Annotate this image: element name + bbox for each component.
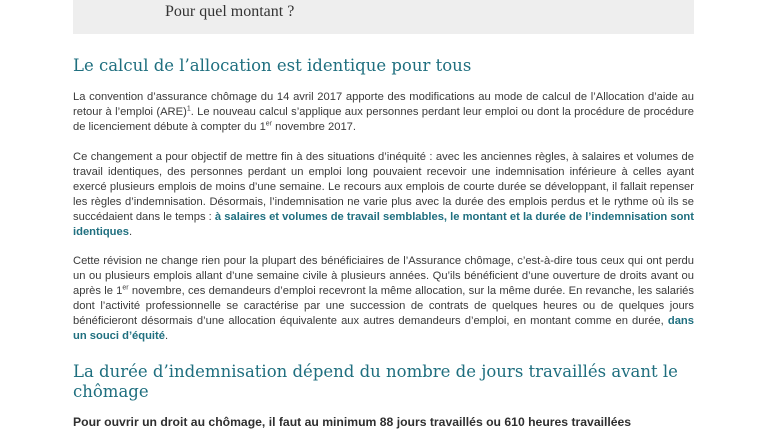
ordinal-superscript-2: er [122,284,129,292]
paragraph-convention-text-2: . Le nouveau calcul s’applique aux personnes perdant leur emploi ou dont la procédure de procédure de licenciement débute à compter du 1 [73,106,695,133]
paragraph-revision [73,254,694,344]
question-text: Pour quel montant ? [165,3,295,20]
paragraph-revision-text-2: novembre, ces demandeurs d’emploi recevront la même allocation, sur la même durée. En revanche, les salariés dont l’activité professionnelle se caractérise par une succession de contrats de quelques heures ou de quelques jours bénéficieront désormais d’une allocation équivalente aux autres demandeurs d’emploi, en montant comme en durée, [73,285,694,327]
footnote-marker: 1 [186,105,191,113]
bold-requirement-line: Pour ouvrir un droit au chômage, il faut au minimum 88 jours travaillés ou 610 heures travaillées [73,415,632,429]
paragraph-convention-text-3: novembre 2017. [272,121,356,133]
paragraph-revision-end: . [165,330,169,342]
paragraph-revision-text-1: Cette révision ne change rien pour la plupart des bénéficiaires de l’Assurance chômage, c’est-à-dire tous ceux qui ont perdu un ou plusieurs emplois allant d’une semaine civile à plusieurs années. Qu’ils bénéficient d’une ouverture de droits avant ou après le 1 [73,255,694,297]
ordinal-superscript: er [265,120,273,128]
paragraph-convention [73,90,694,135]
section-heading-duree: La durée d’indemnisation dépend du nombre de jours travaillés avant le chômage [73,362,678,401]
section-heading-calcul: Le calcul de l’allocation est identique pour tous [73,56,472,75]
question-box [73,0,694,34]
paragraph-objectif-end: . [128,226,133,238]
paragraph-objectif [73,150,694,240]
paragraph-convention-text-1: La convention d’assurance chômage du 14 avril 2017 apporte des modifications au mode de calcul de l’Allocation d’aide au retour à l’emploi (ARE) [73,91,694,118]
paragraph-objectif-text: Ce changement a pour objectif de mettre fin à des situations d’inéquité : avec les anciennes règles, à salaires et volumes de travail identiques, des personnes perdant un emploi long pouvaient recevoir une indemnisation inférieure à celles ayant exercé plusieurs emplois de moins d’une semaine. Le recours aux emplois de courte durée se développant, il fallait repenser les règles d’indemnisation. Désormais, l’indemnisation ne varie plus avec la durée des emplois perdus et le rythme où ils se succédaient dans le temps : [73,151,694,223]
emphasis-equite: dans un souci d’équité [73,315,694,342]
emphasis-identiques: à salaires et volumes de travail semblables, le montant et la durée de l’indemnisation sont identiques [73,211,694,238]
